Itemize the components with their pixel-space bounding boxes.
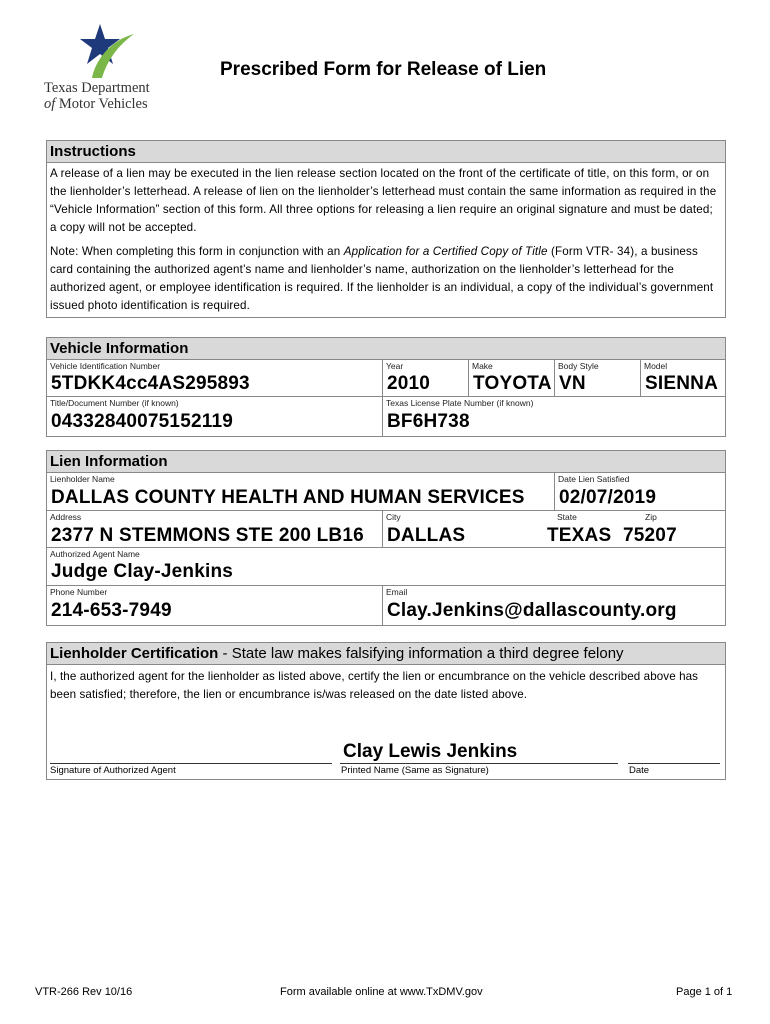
signature-line[interactable] [50, 763, 332, 764]
title-number-field[interactable]: Title/Document Number (if known) 04332840075152119 [47, 397, 383, 436]
printed-name-line [340, 763, 618, 764]
printed-name-label: Printed Name (Same as Signature) [341, 765, 489, 776]
page-number: Page 1 of 1 [676, 986, 733, 998]
date-label: Date [629, 765, 650, 776]
authorized-agent-field[interactable]: Authorized Agent Name Judge Clay-Jenkins [47, 548, 725, 586]
vin-field[interactable]: Vehicle Identification Number 5TDKK4cc4AS295893 [47, 360, 383, 397]
date-line[interactable] [628, 763, 720, 764]
phone-number-field[interactable]: Phone Number 214-653-7949 [47, 586, 383, 625]
email-field[interactable]: Email Clay.Jenkins@dallascounty.org [386, 587, 677, 621]
license-plate-field[interactable]: Texas License Plate Number (if known) BF6H738 [386, 398, 534, 432]
instructions-section [46, 140, 726, 318]
txdmv-star-icon [78, 22, 140, 80]
agency-name: Texas Department of Motor Vehicles [44, 80, 150, 112]
body-style-field[interactable]: Body Style VN [555, 360, 641, 397]
form-number: VTR-266 Rev 10/16 [35, 986, 133, 998]
year-field[interactable]: Year 2010 [383, 360, 469, 397]
printed-name-value[interactable]: Clay Lewis Jenkins [343, 741, 518, 762]
online-link[interactable]: Form available online at www.TxDMV.gov [280, 986, 483, 998]
txdmv-logo [44, 22, 174, 118]
lienholder-name-field[interactable]: Lienholder Name DALLAS COUNTY HEALTH AND HUMAN SERVICES [47, 473, 555, 511]
vehicle-information-section [46, 337, 726, 437]
zip-field[interactable]: Zip 75207 [619, 511, 725, 548]
instructions-heading: Instructions [47, 141, 725, 163]
certification-statement: I, the authorized agent for the lienholder as listed above, certify the lien or encumbrance on the vehicle described above has been satisfied; therefore, the lien or encumbrance is/was released on the date listed above. [50, 670, 699, 701]
model-field[interactable]: Model SIENNA [641, 360, 725, 397]
instructions-paragraph: A release of a lien may be executed in the lien release section located on the front of the certificate of title, on this form, or on the lienholder’s letterhead. A release of lien on the lienholder’s letterhead must contain the same information as required in the “Vehicle Information” section of this form. All three options for releasing a lien require an original signature and must be dated; a copy will not be accepted. [50, 167, 717, 234]
lien-heading: Lien Information [47, 451, 725, 473]
address-field[interactable]: Address 2377 N STEMMONS STE 200 LB16 [47, 511, 383, 548]
signature-label: Signature of Authorized Agent [50, 765, 176, 776]
vehicle-heading: Vehicle Information [47, 338, 725, 360]
lien-information-section [46, 450, 726, 626]
make-field[interactable]: Make TOYOTA [469, 360, 555, 397]
city-field[interactable]: City DALLAS [383, 511, 553, 548]
form-title: Prescribed Form for Release of Lien [220, 59, 547, 80]
certification-heading: Lienholder Certification - State law makes falsifying information a third degree felony [47, 643, 725, 665]
instructions-note: Note: When completing this form in conjunction with an Application for a Certified Copy of Title (Form VTR- 34), a business card containing the authorized agent’s name and lienholder’s name, authorization on the lienholder’s letterhead for the authorized agent, or employee identification is required. If the lienholder is an individual, a copy of the individual’s government issued photo identification is required. [50, 245, 714, 312]
lienholder-certification-section [46, 642, 726, 780]
state-field[interactable]: State TEXAS [543, 511, 633, 548]
date-lien-satisfied-field[interactable]: Date Lien Satisfied 02/07/2019 [555, 473, 725, 511]
